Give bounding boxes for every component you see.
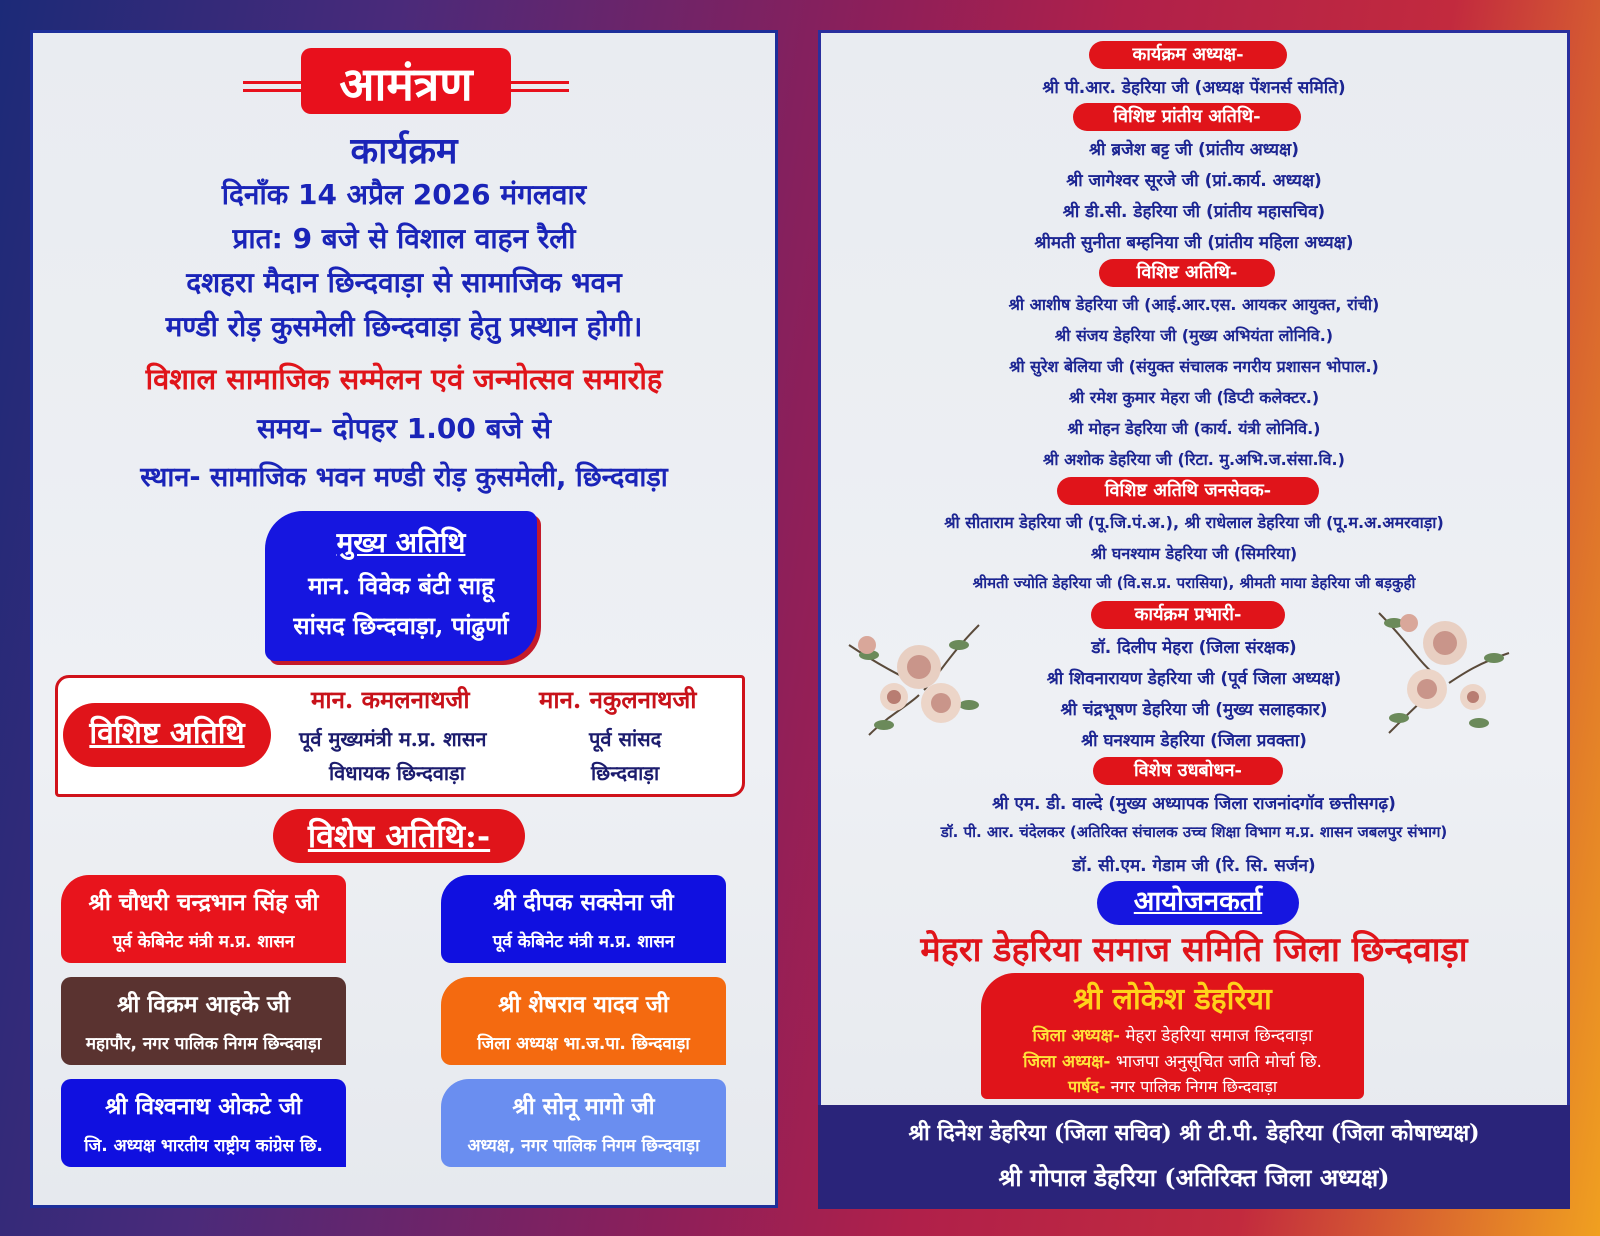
- officials-line-2: श्री गोपाल डेहरिया (अतिरिक्त जिला अध्यक्ष): [998, 1163, 1390, 1192]
- special-guests-badge: विशेष अतिथि:-: [273, 809, 525, 863]
- special-guest-card: [441, 977, 726, 1065]
- event-title: विशाल सामाजिक सम्मेलन एवं जन्मोत्सव समारोह: [145, 362, 663, 396]
- special-guest-role: जिला अध्यक्ष भा.ज.पा. छिन्दवाड़ा: [477, 1034, 690, 1054]
- special-guest-card: [61, 1079, 346, 1167]
- guest-line: श्री चंद्रभूषण डेहरिया जी (मुख्य सलाहकार): [1060, 700, 1328, 720]
- special-guest-role: पूर्व केबिनेट मंत्री म.प्र. शासन: [112, 932, 295, 952]
- guest-line: श्री रमेश कुमार मेहरा जी (डिप्टी कलेक्टर.): [1068, 388, 1320, 407]
- special-guest-role: महापौर, नगर पालिक निगम छिन्दवाड़ा: [85, 1034, 322, 1054]
- guest-line: श्री घनश्याम डेहरिया जी (सिमरिया): [1090, 544, 1298, 563]
- guest-line: डॉ. पी. आर. चंदेलकर (अतिरिक्त संचालक उच्च शिक्षा विभाग म.प्र. शासन जबलपुर संभाग): [940, 823, 1448, 841]
- guest-line: श्री ब्रजेश बट्ट जी (प्रांतीय अध्यक्ष): [1089, 140, 1299, 160]
- distinguished-guest-2-role: पूर्व सांसद: [589, 727, 662, 751]
- distinguished-guest-1-role: पूर्व मुख्यमंत्री म.प्र. शासन: [299, 727, 487, 751]
- guest-line: श्रीमती सुनीता बम्हनिया जी (प्रांतीय महिला अध्यक्ष): [1034, 233, 1354, 253]
- special-guest-name: श्री विश्वनाथ ओकटे जी: [105, 1093, 302, 1120]
- special-guest-card: [441, 875, 726, 963]
- section-badge-program-incharge: कार्यक्रम प्रभारी-: [1091, 601, 1285, 629]
- special-guest-role: जि. अध्यक्ष भारतीय राष्ट्रीय कांग्रेस छि.: [84, 1136, 323, 1156]
- guest-line: श्री सीताराम डेहरिया जी (पू.जि.पं.अ.), श्री राधेलाल डेहरिया जी (पू.म.अ.अमरवाड़ा): [944, 513, 1444, 532]
- title-banner: [301, 48, 511, 114]
- right-invitation-panel: [818, 30, 1570, 1208]
- guest-line: श्री घनश्याम डेहरिया (जिला प्रवक्ता): [1081, 731, 1307, 751]
- guest-line: डॉ. सी.एम. गेडाम जी (रि. सि. सर्जन): [1072, 856, 1316, 876]
- program-heading: कार्यक्रम: [350, 130, 458, 172]
- chief-guest-name: मान. विवेक बंटी साहू: [308, 571, 494, 600]
- guest-line: श्री पी.आर. डेहरिया जी (अध्यक्ष पेंशनर्स समिति): [1042, 78, 1346, 98]
- guest-line: श्री मोहन डेहरिया जी (कार्य. यंत्री लोनिवि.): [1067, 419, 1321, 438]
- guest-line: श्री सुरेश बेलिया जी (संयुक्त संचालक नगरीय प्रशासन भोपाल.): [1009, 357, 1379, 376]
- special-guest-role: पूर्व केबिनेट मंत्री म.प्र. शासन: [492, 932, 675, 952]
- special-guest-name: श्री विक्रम आहके जी: [117, 991, 290, 1018]
- chief-guest-heading: मुख्य अतिथि: [336, 526, 466, 559]
- title-rule-left: [243, 81, 303, 84]
- distinguished-guest-1-name: मान. कमलनाथजी: [311, 685, 470, 714]
- special-guest-card: [61, 977, 346, 1065]
- special-guest-name: श्री दीपक सक्सेना जी: [493, 889, 674, 916]
- special-guest-name: श्री शेषराव यादव जी: [498, 991, 669, 1018]
- rose-decoration-right: [1369, 593, 1519, 743]
- program-line-date: दिनाँक 14 अप्रैल 2026 मंगलवार: [221, 178, 587, 211]
- section-badge-program-president: कार्यक्रम अध्यक्ष-: [1089, 41, 1287, 69]
- president-role-line: पार्षद- नगर पालिक निगम छिन्दवाड़ा: [1067, 1077, 1278, 1096]
- organizer-badge: आयोजनकर्ता: [1097, 881, 1299, 925]
- guest-line: श्री अशोक डेहरिया जी (रिटा. मु.अभि.ज.संसा.वि.): [1043, 450, 1345, 469]
- title-rule-right: [509, 81, 569, 84]
- distinguished-guest-2-name: मान. नकुलनाथजी: [539, 685, 697, 714]
- guest-line: श्री शिवनारायण डेहरिया जी (पूर्व जिला अध्यक्ष): [1046, 669, 1342, 689]
- title-rule-right-2: [509, 89, 569, 92]
- officials-line-1: श्री दिनेश डेहरिया (जिला सचिव) श्री टी.पी. डेहरिया (जिला कोषाध्यक्ष): [908, 1120, 1480, 1146]
- organization-name: मेहरा डेहरिया समाज समिति जिला छिन्दवाड़ा: [920, 930, 1468, 970]
- section-badge-public-servant-guests: विशिष्ट अतिथि जनसेवक-: [1057, 477, 1319, 505]
- distinguished-guest-2-seat: छिन्दवाड़ा: [591, 761, 660, 785]
- section-badge-special-address: विशेष उधबोधन-: [1093, 757, 1283, 785]
- event-time: समय– दोपहर 1.00 बजे से: [256, 412, 552, 445]
- chief-guest-box: [265, 511, 537, 661]
- title-rule-left-2: [243, 89, 303, 92]
- guest-line: श्री डी.सी. डेहरिया जी (प्रांतीय महासचिव): [1062, 202, 1326, 222]
- president-box: [981, 973, 1364, 1099]
- program-line-rally: प्रात: 9 बजे से विशाल वाहन रैली: [232, 222, 576, 255]
- special-guest-name: श्री सोनू मागो जी: [512, 1093, 655, 1120]
- special-guest-name: श्री चौधरी चन्द्रभान सिंह जी: [88, 889, 319, 916]
- guest-line: डॉ. दिलीप मेहरा (जिला संरक्षक): [1091, 638, 1297, 658]
- distinguished-guest-1-seat: विधायक छिन्दवाड़ा: [329, 761, 465, 785]
- guest-line: श्रीमती ज्योति डेहरिया जी (वि.स.प्र. परासिया), श्रीमती माया डेहरिया जी बड़कुही: [972, 574, 1416, 592]
- guest-line: श्री संजय डेहरिया जी (मुख्य अभियंता लोनिवि.): [1054, 326, 1334, 345]
- president-name: श्री लोकेश डेहरिया: [1073, 982, 1272, 1017]
- president-role-line: जिला अध्यक्ष- मेहरा डेहरिया समाज छिन्दवाड़ा: [1032, 1026, 1313, 1046]
- president-role-line: जिला अध्यक्ष- भाजपा अनुसूचित जाति मोर्चा छि.: [1023, 1052, 1322, 1072]
- section-badge-provincial-guests: विशिष्ट प्रांतीय अतिथि-: [1073, 103, 1301, 131]
- officials-footer: [818, 1105, 1570, 1209]
- chief-guest-role: सांसद छिन्दवाड़ा, पांढुर्णा: [293, 611, 509, 640]
- rose-decoration-left: [839, 605, 989, 755]
- event-place: स्थान- सामाजिक भवन मण्डी रोड़ कुसमेली, छिन्दवाड़ा: [140, 462, 668, 493]
- guest-line: श्री जागेश्वर सूरजे जी (प्रां.कार्य. अध्यक्ष): [1066, 171, 1322, 191]
- special-guest-role: अध्यक्ष, नगर पालिक निगम छिन्दवाड़ा: [467, 1136, 700, 1156]
- program-line-route: दशहरा मैदान छिन्दवाड़ा से सामाजिक भवन: [186, 266, 622, 299]
- left-invitation-panel: [30, 30, 778, 1208]
- section-badge-distinguished-guests: विशिष्ट अतिथि-: [1099, 259, 1275, 287]
- special-guest-card: [61, 875, 346, 963]
- guest-line: श्री आशीष डेहरिया जी (आई.आर.एस. आयकर आयुक्त, रांची): [1008, 295, 1380, 314]
- special-guest-card: [441, 1079, 726, 1167]
- guest-line: श्री एम. डी. वाल्दे (मुख्य अध्यापक जिला राजनांदगॉव छत्तीसगढ़): [992, 794, 1396, 814]
- distinguished-guests-badge: विशिष्ट अतिथि: [63, 703, 271, 767]
- invitation-title: आमंत्रण: [339, 57, 473, 111]
- program-line-destination: मण्डी रोड़ कुसमेली छिन्दवाड़ा हेतु प्रस्थान होगी।: [165, 310, 643, 343]
